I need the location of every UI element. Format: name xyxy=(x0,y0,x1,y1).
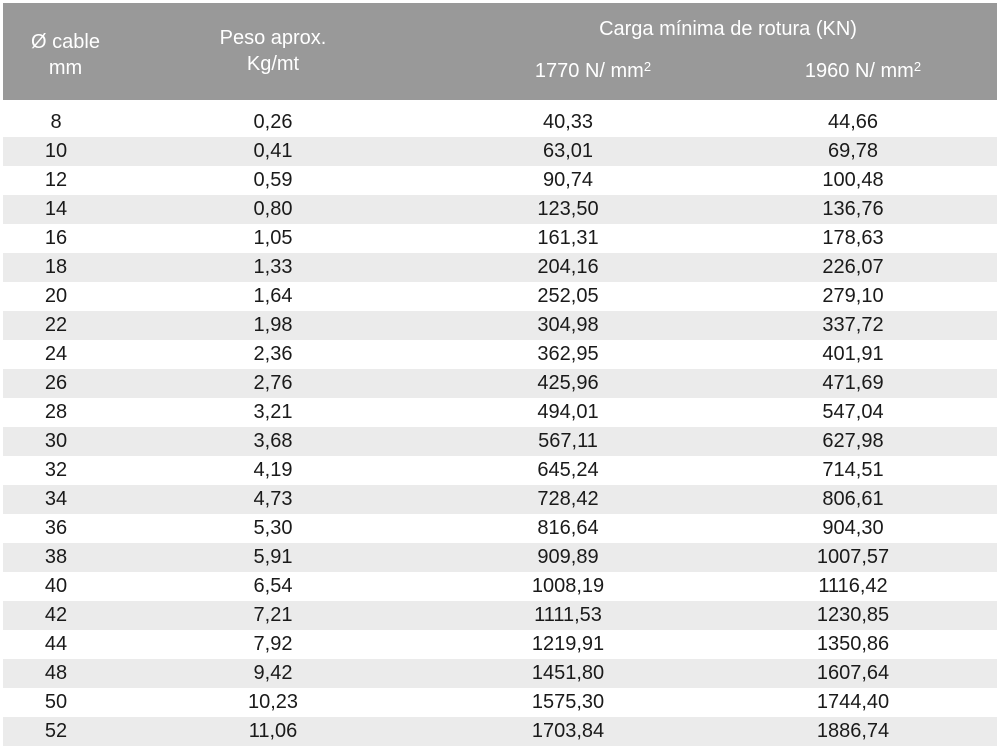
header-grade-1960-text: 1960 N/ mm xyxy=(804,60,914,82)
cell-load-1770: 1008,19 xyxy=(531,575,605,597)
cell-load-1960: 547,04 xyxy=(822,401,884,423)
cell-load-1770: 252,05 xyxy=(537,285,599,307)
table-row xyxy=(3,601,997,630)
cell-weight: 0,26 xyxy=(253,111,293,133)
cell-weight: 4,73 xyxy=(253,488,293,510)
cell-load-1770: 63,01 xyxy=(542,140,594,162)
table-row xyxy=(3,253,997,282)
header-grade-1770-exponent: 2 xyxy=(643,59,652,74)
cell-diameter: 10 xyxy=(44,140,68,162)
cell-weight: 0,41 xyxy=(253,140,293,162)
cell-diameter: 14 xyxy=(44,198,68,220)
cell-load-1770: 40,33 xyxy=(542,111,594,133)
cell-weight: 2,36 xyxy=(253,343,293,365)
table-row xyxy=(3,108,997,137)
cell-load-1960: 100,48 xyxy=(822,169,884,191)
cell-weight: 3,21 xyxy=(253,401,293,423)
table-row xyxy=(3,224,997,253)
cell-weight: 9,42 xyxy=(253,662,293,684)
header-grade-1960 xyxy=(743,58,983,84)
cable-specs-table xyxy=(3,3,997,746)
header-load-title: Carga mínima de rotura (KN) xyxy=(599,18,857,40)
cell-weight: 5,91 xyxy=(253,546,293,568)
cell-diameter: 34 xyxy=(44,488,68,510)
cell-weight: 5,30 xyxy=(253,517,293,539)
cell-diameter: 48 xyxy=(44,662,68,684)
header-grade-1770-text: 1770 N/ mm xyxy=(534,60,644,82)
cell-load-1960: 1607,64 xyxy=(816,662,890,684)
cell-load-1770: 1575,30 xyxy=(531,691,605,713)
cell-diameter: 12 xyxy=(44,169,68,191)
cell-load-1770: 645,24 xyxy=(537,459,599,481)
header-grade-1770 xyxy=(473,58,713,84)
cell-weight: 7,92 xyxy=(253,633,293,655)
header-weight xyxy=(188,25,358,77)
cell-weight: 2,76 xyxy=(253,372,293,394)
cell-load-1770: 123,50 xyxy=(537,198,599,220)
table-row xyxy=(3,514,997,543)
cell-load-1770: 362,95 xyxy=(537,343,599,365)
cell-diameter: 32 xyxy=(44,459,68,481)
cell-diameter: 18 xyxy=(44,256,68,278)
table-row xyxy=(3,485,997,514)
cell-load-1960: 44,66 xyxy=(827,111,879,133)
cell-weight: 1,98 xyxy=(253,314,293,336)
cell-load-1770: 909,89 xyxy=(537,546,599,568)
cell-diameter: 28 xyxy=(44,401,68,423)
cell-weight: 7,21 xyxy=(253,604,293,626)
cell-load-1770: 494,01 xyxy=(537,401,599,423)
cell-load-1770: 567,11 xyxy=(538,430,598,452)
cell-load-1960: 904,30 xyxy=(822,517,884,539)
cell-load-1770: 425,96 xyxy=(537,372,599,394)
cell-load-1770: 304,98 xyxy=(537,314,599,336)
cell-weight: 6,54 xyxy=(253,575,293,597)
table-header xyxy=(3,3,997,100)
cell-load-1960: 1116,42 xyxy=(818,575,888,597)
table-row xyxy=(3,630,997,659)
cell-load-1960: 226,07 xyxy=(822,256,884,278)
header-diameter xyxy=(3,29,128,81)
cell-diameter: 40 xyxy=(44,575,68,597)
cell-weight: 1,05 xyxy=(253,227,293,249)
cell-load-1960: 1744,40 xyxy=(816,691,890,713)
cell-load-1770: 1111,53 xyxy=(534,604,602,626)
table-row xyxy=(3,659,997,688)
table-row xyxy=(3,717,997,746)
cell-load-1960: 627,98 xyxy=(822,430,884,452)
cell-load-1770: 90,74 xyxy=(542,169,594,191)
table-row xyxy=(3,282,997,311)
cell-load-1960: 714,51 xyxy=(822,459,884,481)
cell-load-1770: 816,64 xyxy=(537,517,599,539)
cell-diameter: 8 xyxy=(50,111,62,133)
cell-load-1960: 401,91 xyxy=(822,343,884,365)
table-row xyxy=(3,688,997,717)
cell-diameter: 26 xyxy=(44,372,68,394)
cell-load-1960: 471,69 xyxy=(822,372,884,394)
cell-load-1770: 204,16 xyxy=(537,256,599,278)
table-row xyxy=(3,137,997,166)
cell-load-1770: 1451,80 xyxy=(531,662,605,684)
cell-diameter: 42 xyxy=(44,604,68,626)
cell-load-1960: 337,72 xyxy=(822,314,884,336)
cell-weight: 1,33 xyxy=(253,256,293,278)
cell-load-1770: 161,31 xyxy=(537,227,599,249)
table-row xyxy=(3,427,997,456)
cell-diameter: 16 xyxy=(44,227,68,249)
header-diameter-unit: mm xyxy=(48,57,83,79)
cell-load-1960: 136,76 xyxy=(822,198,884,220)
table-row xyxy=(3,340,997,369)
cell-diameter: 44 xyxy=(44,633,68,655)
cell-weight: 1,64 xyxy=(253,285,293,307)
table-row xyxy=(3,195,997,224)
cell-weight: 0,80 xyxy=(253,198,293,220)
header-grade-1960-exponent: 2 xyxy=(913,59,922,74)
cell-weight: 0,59 xyxy=(253,169,293,191)
cell-weight: 11,06 xyxy=(248,720,298,742)
table-row xyxy=(3,398,997,427)
table-row xyxy=(3,572,997,601)
cell-diameter: 30 xyxy=(44,430,68,452)
table-body xyxy=(3,108,997,746)
cell-load-1960: 1007,57 xyxy=(816,546,890,568)
header-diameter-label: Ø cable xyxy=(31,31,100,53)
cell-load-1960: 279,10 xyxy=(822,285,884,307)
cell-load-1770: 1703,84 xyxy=(531,720,605,742)
cell-diameter: 22 xyxy=(44,314,68,336)
table-row xyxy=(3,456,997,485)
cell-load-1960: 1350,86 xyxy=(816,633,890,655)
table-row xyxy=(3,166,997,195)
header-weight-unit: Kg/mt xyxy=(246,53,300,75)
cell-diameter: 36 xyxy=(44,517,68,539)
cell-weight: 10,23 xyxy=(247,691,299,713)
cell-load-1960: 69,78 xyxy=(827,140,879,162)
cell-load-1960: 1886,74 xyxy=(816,720,890,742)
cell-weight: 3,68 xyxy=(253,430,293,452)
cell-diameter: 20 xyxy=(44,285,68,307)
table-row xyxy=(3,369,997,398)
cell-load-1960: 178,63 xyxy=(822,227,884,249)
cell-diameter: 24 xyxy=(44,343,68,365)
cell-diameter: 52 xyxy=(44,720,68,742)
cell-load-1770: 728,42 xyxy=(537,488,599,510)
header-weight-label: Peso aprox. xyxy=(219,27,327,49)
cell-load-1960: 1230,85 xyxy=(816,604,890,626)
table-row xyxy=(3,543,997,572)
cell-diameter: 38 xyxy=(44,546,68,568)
table-row xyxy=(3,311,997,340)
cell-diameter: 50 xyxy=(44,691,68,713)
cell-load-1770: 1219,91 xyxy=(531,633,605,655)
cell-weight: 4,19 xyxy=(253,459,293,481)
cell-load-1960: 806,61 xyxy=(822,488,884,510)
